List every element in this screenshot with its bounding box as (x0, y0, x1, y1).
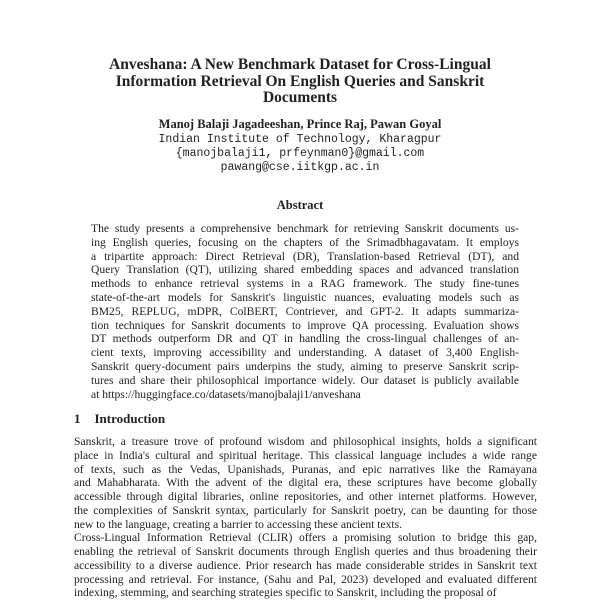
authors: Manoj Balaji Jagadeeshan, Prince Raj, Pawan Goyal (158, 117, 442, 131)
affiliation: Indian Institute of Technology, Kharagpur (158, 133, 442, 146)
paragraph-line: enabling the retrieval of Sanskrit documents through English queries and thus broadening their (74, 545, 537, 558)
abstract-line: a tripartite approach: Direct Retrieval (DR), Translation-based Retrieval (DT), and (91, 249, 519, 263)
email-line-2: pawang@cse.iitkgp.ac.in (220, 161, 380, 174)
abstract-line: BM25, REPLUG, mDPR, ColBERT, Contriever, and GPT-2. It adapts summariza- (91, 304, 519, 318)
abstract-line: tion techniques for Sanskrit documents to improve QA processing. Evaluation shows (91, 318, 519, 332)
abstract-line: tures and share their philosophical importance widely. Our dataset is publicly available (91, 373, 519, 387)
paragraph-line: of texts, such as the Vedas, Upanishads, Puranas, and epic narratives like the Ramayana (74, 462, 537, 476)
abstract-heading: Abstract (276, 198, 324, 212)
paragraph-line: accessibility to a diverse audience. Prior research has made considerable strides in Sanskrit text (74, 558, 537, 572)
paper-title-line-2: Information Retrieval On English Queries and Sanskrit (115, 73, 485, 90)
abstract-line: cient texts, improving accessibility and understanding. A dataset of 3,400 English- (91, 346, 519, 360)
abstract-line: state-of-the-art models for Sanskrit's linguistic nuances, evaluating models such as (91, 291, 519, 304)
abstract-line: at https://huggingface.co/datasets/manojbalaji1/anveshana (91, 387, 361, 401)
section-heading (74, 411, 165, 427)
abstract-line: The study presents a comprehensive benchmark for retrieving Sanskrit documents us- (91, 222, 519, 235)
abstract-line: Query Translation (QT), utilizing shared embedding spaces and advanced translation (91, 263, 519, 277)
paragraph-line: Sanskrit, a treasure trove of profound wisdom and philosophical insights, holds a significant (74, 435, 537, 448)
paragraph-line: new to the language, creating a barrier to accessing these ancient texts. (74, 517, 403, 531)
paper-title-line-1: Anveshana: A New Benchmark Dataset for Cross-Lingual (109, 56, 491, 73)
paragraph-line: Cross-Lingual Information Retrieval (CLIR) offers a promising solution to bridge this gap, (74, 531, 537, 545)
paragraph-line: the complexities of Sanskrit syntax, particularly for Sanskrit poetry, can be daunting for those (74, 503, 537, 517)
paragraph-line: accessible through digital libraries, online repositories, and other internet platforms. However, (74, 490, 537, 503)
abstract-line: Sanskrit query-document pairs underpins the study, aiming to preserve Sanskrit scrip- (91, 360, 519, 373)
section-number: 1 (74, 411, 81, 426)
paragraph-line: and Mahabharata. With the advent of the digital era, these scriptures have become globally (74, 476, 537, 490)
abstract-line: DT methods outperform DR and QT in handling the cross-lingual challenges of an- (91, 332, 519, 346)
paragraph-line: place in India's cultural and spiritual heritage. This classical language includes a wide range (74, 448, 537, 462)
abstract-line: methods to enhance retrieval systems in a RAG framework. The study fine-tunes (91, 277, 519, 291)
paragraph-line: processing and retrieval. For instance, (Sahu and Pal, 2023) developed and evaluated different (74, 572, 537, 586)
paper-title-line-3: Documents (262, 89, 338, 106)
paragraph-line: indexing, stemming, and searching strategies specific to Sanskrit, including the proposal of (74, 586, 497, 600)
email-line-1: {manojbalaji1, prfeynman0}@gmail.com (175, 147, 425, 160)
section-title: Introduction (94, 411, 166, 426)
abstract-line: ing English queries, focusing on the chapters of the Srimadbhagavatam. It employs (91, 235, 519, 249)
